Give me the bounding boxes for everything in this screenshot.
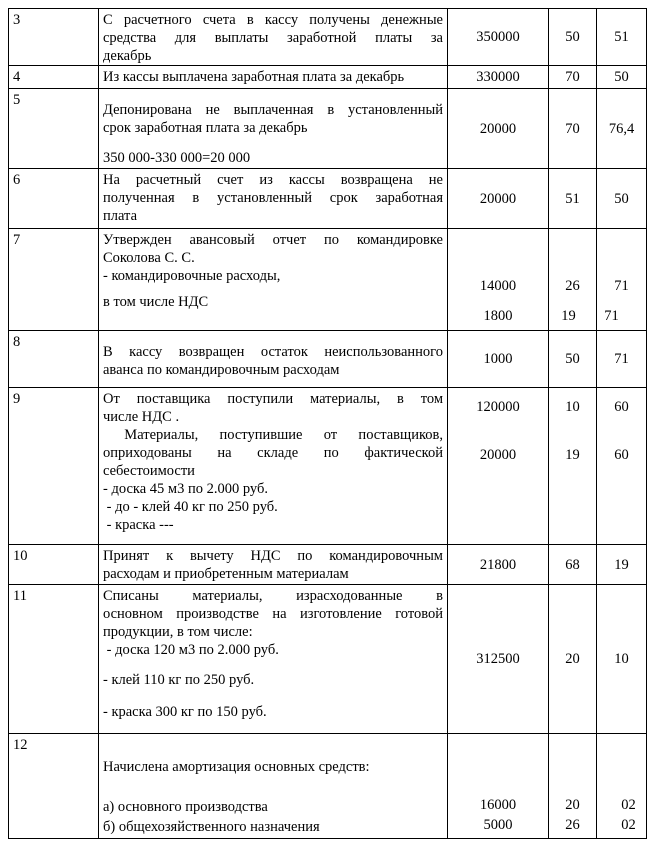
operation-description: В кассу возвращен остаток неиспользованного аванса по командировочным расходам bbox=[99, 331, 448, 388]
debit-value: 19 bbox=[565, 447, 580, 463]
row-number: 5 bbox=[9, 89, 99, 169]
amount-cell: 350000 bbox=[448, 9, 549, 66]
credit-cell bbox=[597, 388, 647, 545]
credit-cell: 19 bbox=[597, 545, 647, 585]
debit-cell: 50 bbox=[549, 331, 597, 388]
operation-description: С расчетного счета в кассу получены денежные средства для выплаты заработной платы за декабрь bbox=[99, 9, 448, 66]
table-row bbox=[9, 545, 647, 585]
credit-value: 71 bbox=[604, 308, 619, 324]
credit-value: 02 bbox=[621, 797, 636, 813]
credit-cell: 50 bbox=[597, 169, 647, 229]
table-row bbox=[9, 331, 647, 388]
row-number: 12 bbox=[9, 734, 99, 839]
credit-cell bbox=[597, 229, 647, 331]
amount-cell bbox=[448, 229, 549, 331]
amount-value: 20000 bbox=[479, 447, 517, 463]
operation-description: Депонирована не выплаченная в установленный срок заработная плата за декабрь 350 000-330 000=20 000 bbox=[99, 89, 448, 169]
amount-cell: 20000 bbox=[448, 89, 549, 169]
table-row bbox=[9, 585, 647, 734]
debit-value: 10 bbox=[565, 399, 580, 415]
debit-cell: 70 bbox=[549, 66, 597, 89]
amount-value: 120000 bbox=[476, 399, 520, 415]
credit-value: 60 bbox=[614, 447, 629, 463]
amount-cell bbox=[448, 734, 549, 839]
row-number: 4 bbox=[9, 66, 99, 89]
debit-cell bbox=[549, 229, 597, 331]
amount-cell bbox=[448, 388, 549, 545]
amount-value: 1800 bbox=[483, 308, 513, 324]
amount-value: 14000 bbox=[479, 278, 517, 294]
credit-value: 60 bbox=[614, 399, 629, 415]
table-row bbox=[9, 229, 647, 331]
credit-value: 02 bbox=[621, 817, 636, 833]
row-number: 9 bbox=[9, 388, 99, 545]
operation-description: Из кассы выплачена заработная плата за декабрь bbox=[99, 66, 448, 89]
debit-cell bbox=[549, 734, 597, 839]
operation-description: Принят к вычету НДС по командировочным расходам и приобретенным материалам bbox=[99, 545, 448, 585]
row-number: 3 bbox=[9, 9, 99, 66]
credit-cell: 50 bbox=[597, 66, 647, 89]
row-number: 8 bbox=[9, 331, 99, 388]
amount-cell: 21800 bbox=[448, 545, 549, 585]
credit-cell: 71 bbox=[597, 331, 647, 388]
debit-cell bbox=[549, 388, 597, 545]
journal-table bbox=[8, 8, 647, 839]
debit-cell: 70 bbox=[549, 89, 597, 169]
debit-value: 20 bbox=[565, 797, 580, 813]
amount-value: 16000 bbox=[479, 797, 517, 813]
amount-cell: 20000 bbox=[448, 169, 549, 229]
amount-value: 5000 bbox=[483, 817, 513, 833]
credit-cell: 76,4 bbox=[597, 89, 647, 169]
table-row bbox=[9, 388, 647, 545]
credit-cell bbox=[597, 734, 647, 839]
debit-value: 26 bbox=[565, 278, 580, 294]
debit-value: 26 bbox=[565, 817, 580, 833]
debit-cell: 68 bbox=[549, 545, 597, 585]
row-number: 6 bbox=[9, 169, 99, 229]
amount-cell: 330000 bbox=[448, 66, 549, 89]
debit-cell: 50 bbox=[549, 9, 597, 66]
operation-description: На расчетный счет из кассы возвращена не полученная в установленный срок заработная плата bbox=[99, 169, 448, 229]
row-number: 10 bbox=[9, 545, 99, 585]
amount-cell: 312500 bbox=[448, 585, 549, 734]
table-row bbox=[9, 66, 647, 89]
credit-cell: 10 bbox=[597, 585, 647, 734]
amount-cell: 1000 bbox=[448, 331, 549, 388]
operation-description: Списаны материалы, израсходованные в основном производстве на изготовление готовой продукции, в том числе: - доска 120 м3 по 2.000 руб. - клей 110 кг по 250 руб. - краска 300 кг по 150 руб. bbox=[99, 585, 448, 734]
operation-description: От поставщика поступили материалы, в том числе НДС . Материалы, поступившие от поставщиков, оприходованы на складе по фактической себестоимости - доска 45 м3 по 2.000 руб. - до - клей 40 кг по 250 руб. - краска --- bbox=[99, 388, 448, 545]
credit-cell: 51 bbox=[597, 9, 647, 66]
debit-value: 19 bbox=[561, 308, 576, 324]
credit-value: 71 bbox=[614, 278, 629, 294]
operation-description: Начислена амортизация основных средств: а) основного производства б) общехозяйственного назначения bbox=[99, 734, 448, 839]
debit-cell: 20 bbox=[549, 585, 597, 734]
operation-description: Утвержден авансовый отчет по командировке Соколова С. С. - командировочные расходы, в том числе НДС bbox=[99, 229, 448, 331]
debit-cell: 51 bbox=[549, 169, 597, 229]
table-row bbox=[9, 169, 647, 229]
row-number: 11 bbox=[9, 585, 99, 734]
table-row bbox=[9, 9, 647, 66]
table-row bbox=[9, 89, 647, 169]
table-row bbox=[9, 734, 647, 839]
row-number: 7 bbox=[9, 229, 99, 331]
